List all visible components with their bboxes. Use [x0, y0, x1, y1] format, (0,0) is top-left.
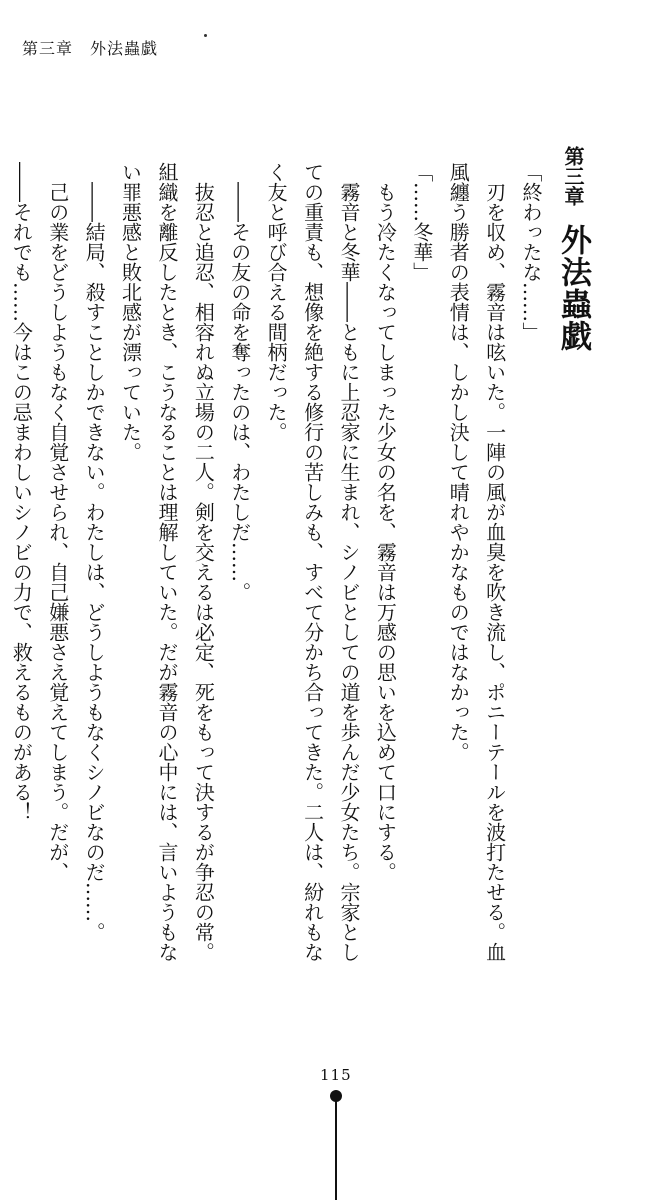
body-text	[3, 162, 549, 1022]
text-column: ――その友の命を奪ったのは、わたしだ……。	[227, 182, 252, 602]
text-column: 己の業をどうしようもなく自覚させられ、自己嫌悪さえ覚えてしまう。だが、	[45, 182, 70, 882]
text-column: い罪悪感と敗北感が漂っていた。	[118, 162, 143, 462]
text-column: ての重責も、想像を絶する修行の苦しみも、すべて分かち合ってきた。二人は、紛れもな	[300, 162, 325, 962]
text-column: 組織を離反したとき、こうなることは理解していた。だが霧音の心中には、言いようもな	[154, 162, 179, 962]
text-column: 抜忍と追忍、相容れぬ立場の二人。剣を交えるは必定、死をもって決するが争忍の常。	[191, 182, 216, 962]
chapter-title: 外法蟲戯	[555, 224, 591, 352]
text-column: 霧音と冬華――ともに上忍家に生まれ、シノビとしての道を歩んだ少女たち。宗家とし	[336, 182, 361, 962]
text-column: ――それでも……今はこの忌まわしいシノビの力で、救えるものがある！	[9, 162, 34, 822]
text-column: 風纏う勝者の表情は、しかし決して晴れやかなものではなかった。	[446, 162, 471, 762]
text-column: 「……冬華」	[409, 162, 434, 282]
chapter-number: 第三章	[561, 146, 585, 206]
chapter-heading	[553, 146, 593, 466]
text-column: 「終わったな……」	[519, 162, 543, 342]
text-column: く友と呼び合える間柄だった。	[264, 162, 289, 442]
page-marker-line	[335, 1100, 337, 1200]
text-column: ――結局、殺すことしかできない。わたしは、どうしようもなくシノビなのだ……。	[82, 182, 107, 942]
text-column: もう冷たくなってしまった少女の名を、霧音は万感の思いを込めて口にする。	[373, 182, 398, 882]
text-column: 刃を収め、霧音は呟いた。一陣の風が血臭を吹き流し、ポニーテールを波打たせる。血	[482, 182, 507, 962]
scan-speck	[204, 34, 207, 37]
page-number: 115	[320, 1066, 352, 1084]
running-head: 第三章 外法蟲戯	[22, 39, 159, 58]
